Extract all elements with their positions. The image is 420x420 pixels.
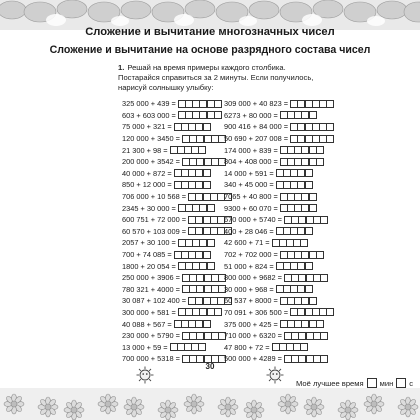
- exercise-expression: 700 000 + 5318 =: [122, 354, 180, 364]
- exercise-row: [122, 307, 231, 319]
- answer-boxes[interactable]: [284, 355, 327, 363]
- answer-digit-box[interactable]: [316, 158, 324, 166]
- answer-boxes[interactable]: [290, 135, 333, 143]
- answer-digit-box[interactable]: [207, 262, 215, 270]
- exercise-row: [224, 330, 333, 342]
- exercise-expression: 1800 + 20 054 =: [122, 261, 176, 271]
- exercise-row: [122, 341, 231, 353]
- answer-boxes[interactable]: [178, 100, 221, 108]
- page-title: Сложение и вычитание многозначных чисел: [85, 26, 335, 38]
- exercise-row: [122, 110, 231, 122]
- answer-boxes[interactable]: [280, 111, 316, 119]
- answer-boxes[interactable]: [170, 146, 206, 154]
- answer-boxes[interactable]: [280, 204, 316, 212]
- exercise-row: [122, 330, 231, 342]
- exercise-row: [122, 121, 231, 133]
- answer-boxes[interactable]: [280, 251, 323, 259]
- answer-boxes[interactable]: [174, 123, 210, 131]
- answer-boxes[interactable]: [290, 100, 333, 108]
- exercise-expression: 2057 + 30 100 =: [122, 238, 176, 248]
- answer-digit-box[interactable]: [203, 251, 211, 259]
- answer-boxes[interactable]: [280, 158, 323, 166]
- exercise-row: [224, 237, 333, 249]
- exercise-row: [122, 318, 231, 330]
- task-number: 1.: [118, 63, 125, 72]
- answer-boxes[interactable]: [178, 239, 214, 247]
- exercise-expression: 14 000 + 591 =: [224, 168, 274, 178]
- exercise-row: [122, 226, 231, 238]
- exercise-row: [122, 156, 231, 168]
- answer-boxes[interactable]: [280, 146, 323, 154]
- exercise-expression: 6273 + 80 000 =: [224, 110, 278, 120]
- exercise-expression: 120 000 + 3450 =: [122, 134, 180, 144]
- exercise-expression: 780 321 + 4000 =: [122, 284, 180, 294]
- exercise-expression: 804 + 408 000 =: [224, 157, 278, 167]
- answer-boxes[interactable]: [182, 285, 225, 293]
- exercise-expression: 42 600 + 71 =: [224, 238, 270, 248]
- section-subtitle: Сложение и вычитание на основе разрядного состава чисел: [49, 44, 371, 56]
- exercise-expression: 700 + 74 085 =: [122, 250, 172, 260]
- answer-digit-box[interactable]: [326, 100, 334, 108]
- exercise-expression: 850 + 12 000 =: [122, 180, 172, 190]
- exercise-expression: 706 000 + 10 568 =: [122, 192, 187, 202]
- exercise-expression: 710 000 + 6320 =: [224, 331, 282, 341]
- exercise-expression: 30 000 + 968 =: [224, 284, 274, 294]
- exercise-row: [122, 237, 231, 249]
- answer-digit-box[interactable]: [214, 308, 222, 316]
- exercise-expression: 50 690 + 207 008 =: [224, 134, 289, 144]
- exercise-row: [122, 98, 231, 110]
- answer-digit-box[interactable]: [305, 262, 313, 270]
- sun-icon-right[interactable]: [266, 366, 284, 384]
- answer-boxes[interactable]: [182, 158, 225, 166]
- exercise-expression: 800 000 + 9682 =: [224, 273, 282, 283]
- exercise-row: [224, 353, 333, 365]
- exercise-expression: 40 088 + 567 =: [122, 319, 172, 329]
- answer-boxes[interactable]: [174, 181, 210, 189]
- exercise-row: [122, 272, 231, 284]
- answer-boxes[interactable]: [174, 320, 210, 328]
- best-time-record: [296, 378, 413, 388]
- answer-digit-box[interactable]: [316, 146, 324, 154]
- minutes-answer-box[interactable]: [367, 378, 377, 388]
- best-time-label: Моё лучшее время: [296, 378, 364, 388]
- exercise-expression: 900 416 + 84 000 =: [224, 122, 289, 132]
- exercise-row: [224, 272, 333, 284]
- exercise-expression: 375 000 + 425 =: [224, 319, 278, 329]
- answer-boxes[interactable]: [170, 343, 206, 351]
- answer-boxes[interactable]: [182, 332, 225, 340]
- answer-digit-box[interactable]: [309, 297, 317, 305]
- exercise-expression: 230 000 + 5790 =: [122, 331, 180, 341]
- answer-boxes[interactable]: [276, 262, 312, 270]
- exercise-row: [224, 110, 333, 122]
- answer-digit-box[interactable]: [305, 285, 313, 293]
- exercise-row: [224, 260, 333, 272]
- exercise-row: [122, 249, 231, 261]
- answer-boxes[interactable]: [182, 135, 225, 143]
- exercise-expression: 603 + 603 000 =: [122, 110, 176, 120]
- exercise-row: [122, 260, 231, 272]
- exercise-row: [122, 295, 231, 307]
- exercise-expression: 7065 + 40 800 =: [224, 192, 278, 202]
- answer-boxes[interactable]: [276, 285, 312, 293]
- exercise-row: [224, 179, 333, 191]
- task-text: Решай на время примеры каждого столбика. Постарайся справиться за 2 минуты. Если получилось, нарисуй солнышку улыбку:: [118, 63, 314, 92]
- answer-boxes[interactable]: [276, 181, 312, 189]
- answer-digit-box[interactable]: [214, 100, 222, 108]
- answer-boxes[interactable]: [182, 274, 225, 282]
- exercise-row: [122, 202, 231, 214]
- answer-boxes[interactable]: [284, 332, 327, 340]
- exercise-expression: 400 + 28 046 =: [224, 226, 274, 236]
- flower-ornament-icon: [0, 388, 420, 420]
- exercise-row: [224, 168, 333, 180]
- exercise-row: [224, 144, 333, 156]
- answer-digit-box[interactable]: [203, 169, 211, 177]
- answer-digit-box[interactable]: [320, 355, 328, 363]
- exercise-expression: 702 + 702 000 =: [224, 250, 278, 260]
- exercise-row: [224, 295, 333, 307]
- answer-digit-box[interactable]: [316, 320, 324, 328]
- exercise-row: [122, 133, 231, 145]
- answer-digit-box[interactable]: [305, 227, 313, 235]
- answer-boxes[interactable]: [284, 274, 327, 282]
- answer-digit-box[interactable]: [326, 308, 334, 316]
- answer-boxes[interactable]: [178, 308, 221, 316]
- answer-digit-box[interactable]: [198, 146, 206, 154]
- exercise-row: [224, 98, 333, 110]
- exercise-row: [122, 214, 231, 226]
- answer-boxes[interactable]: [174, 169, 210, 177]
- seconds-answer-box[interactable]: [396, 378, 406, 388]
- answer-digit-box[interactable]: [207, 204, 215, 212]
- answer-boxes[interactable]: [276, 227, 312, 235]
- exercise-row: [122, 179, 231, 191]
- exercise-expression: 40 000 + 872 =: [122, 168, 172, 178]
- task-instruction: [118, 63, 318, 93]
- exercise-row: [224, 156, 333, 168]
- answer-boxes[interactable]: [280, 320, 323, 328]
- exercise-expression: 9300 + 60 070 =: [224, 203, 278, 213]
- answer-digit-box[interactable]: [309, 193, 317, 201]
- exercise-row: [224, 341, 333, 353]
- exercise-expression: 60 537 + 8000 =: [224, 296, 278, 306]
- exercise-expression: 309 000 + 40 823 =: [224, 99, 289, 109]
- exercise-expression: 47 800 + 72 =: [224, 342, 270, 352]
- exercise-expression: 13 000 + 59 =: [122, 342, 168, 352]
- answer-digit-box[interactable]: [305, 181, 313, 189]
- exercise-row: [224, 226, 333, 238]
- exercise-expression: 75 000 + 321 =: [122, 122, 172, 132]
- exercise-expression: 340 + 45 000 =: [224, 180, 274, 190]
- answer-digit-box[interactable]: [203, 320, 211, 328]
- exercise-expression: 500 000 + 4289 =: [224, 354, 282, 364]
- exercise-row: [224, 202, 333, 214]
- seconds-unit: с: [409, 378, 414, 388]
- exercise-expression: 21 300 + 98 =: [122, 145, 168, 155]
- exercise-column-right: [224, 98, 333, 365]
- answer-boxes[interactable]: [276, 169, 312, 177]
- exercise-expression: 670 000 + 5740 =: [224, 215, 282, 225]
- exercise-expression: 70 091 + 306 500 =: [224, 307, 289, 317]
- exercise-column-left: [122, 98, 231, 365]
- answer-boxes[interactable]: [178, 262, 214, 270]
- answer-boxes[interactable]: [290, 308, 333, 316]
- answer-digit-box[interactable]: [316, 251, 324, 259]
- answer-digit-box[interactable]: [203, 123, 211, 131]
- exercise-expression: 2345 + 30 000 =: [122, 203, 176, 213]
- exercise-expression: 30 087 + 102 400 =: [122, 296, 187, 306]
- answer-boxes[interactable]: [280, 297, 316, 305]
- answer-digit-box[interactable]: [207, 239, 215, 247]
- answer-boxes[interactable]: [272, 239, 308, 247]
- sun-icon-left[interactable]: [136, 366, 154, 384]
- answer-digit-box[interactable]: [300, 343, 308, 351]
- exercise-expression: 250 000 + 3906 =: [122, 273, 180, 283]
- exercise-expression: 325 000 + 439 =: [122, 99, 176, 109]
- answer-boxes[interactable]: [174, 251, 210, 259]
- answer-digit-box[interactable]: [326, 135, 334, 143]
- exercise-row: [122, 144, 231, 156]
- exercise-row: [224, 121, 333, 133]
- exercise-expression: 300 000 + 581 =: [122, 307, 176, 317]
- answer-digit-box[interactable]: [320, 216, 328, 224]
- exercise-row: [224, 307, 333, 319]
- answer-digit-box[interactable]: [309, 111, 317, 119]
- answer-digit-box[interactable]: [214, 111, 222, 119]
- exercise-row: [224, 249, 333, 261]
- answer-boxes[interactable]: [178, 111, 221, 119]
- exercise-row: [122, 191, 231, 203]
- exercise-row: [224, 133, 333, 145]
- answer-digit-box[interactable]: [326, 123, 334, 131]
- answer-boxes[interactable]: [272, 343, 308, 351]
- answer-boxes[interactable]: [284, 216, 327, 224]
- exercise-expression: 200 000 + 3542 =: [122, 157, 180, 167]
- exercise-expression: 51 000 + 824 =: [224, 261, 274, 271]
- answer-digit-box[interactable]: [300, 239, 308, 247]
- exercise-row: [224, 214, 333, 226]
- exercise-row: [122, 168, 231, 180]
- answer-digit-box[interactable]: [305, 169, 313, 177]
- page-number: 30: [205, 362, 215, 371]
- exercise-expression: 174 000 + 839 =: [224, 145, 278, 155]
- answer-digit-box[interactable]: [309, 204, 317, 212]
- exercise-expression: 600 751 + 72 000 =: [122, 215, 187, 225]
- bottom-decorative-band: [0, 388, 420, 420]
- exercise-row: [224, 318, 333, 330]
- answer-boxes[interactable]: [178, 204, 214, 212]
- exercise-expression: 60 570 + 103 009 =: [122, 226, 187, 236]
- answer-boxes[interactable]: [290, 123, 333, 131]
- answer-boxes[interactable]: [280, 193, 316, 201]
- exercise-row: [224, 191, 333, 203]
- exercise-row: [224, 284, 333, 296]
- answer-digit-box[interactable]: [198, 343, 206, 351]
- answer-digit-box[interactable]: [320, 332, 328, 340]
- minutes-unit: мин: [379, 378, 394, 388]
- exercise-row: [122, 284, 231, 296]
- answer-digit-box[interactable]: [203, 181, 211, 189]
- answer-digit-box[interactable]: [320, 274, 328, 282]
